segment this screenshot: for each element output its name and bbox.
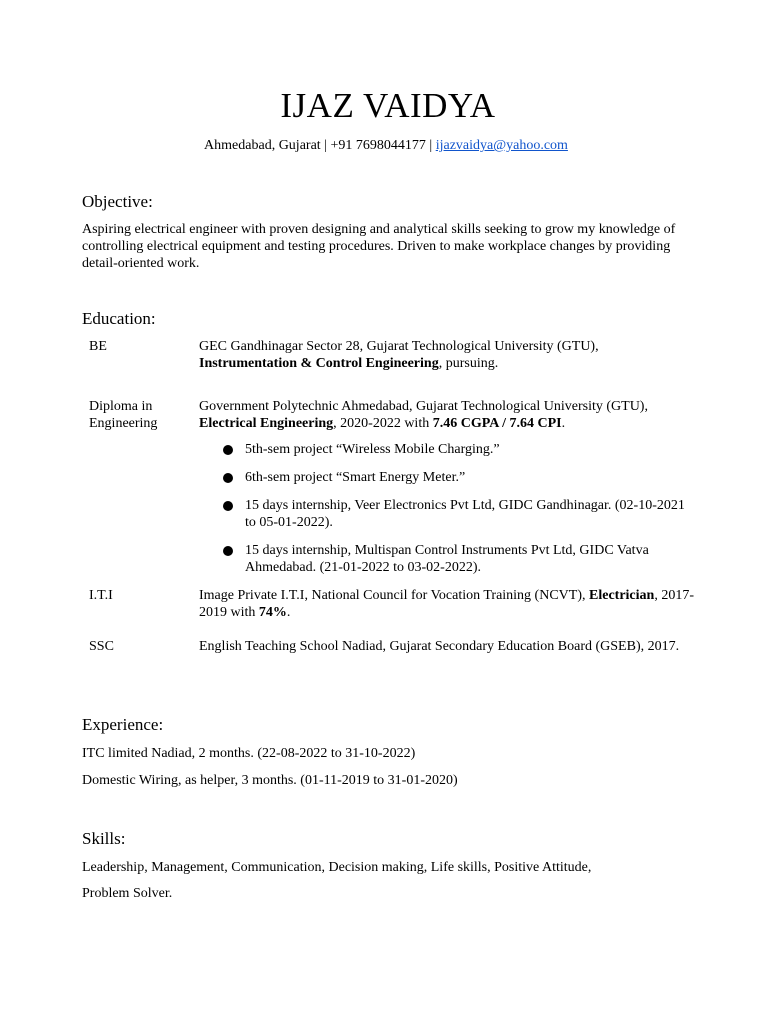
list-item [223, 441, 693, 458]
education-level-be: BE [89, 339, 107, 354]
bullet-text: 15 days internship, Veer Electronics Pvt Ltd, GIDC Gandhinagar. (02-10-2021 to 05-01-2022). [245, 498, 685, 530]
location: Ahmedabad, Gujarat [204, 138, 321, 153]
trade: Electrician [589, 588, 655, 603]
list-item [223, 542, 693, 576]
years: , 2017-2019 with [199, 588, 694, 620]
bullet-icon [223, 445, 233, 455]
contact-line [0, 138, 768, 154]
years: , 2020-2022 with [333, 416, 433, 431]
punctuation: . [561, 416, 566, 431]
experience-item: ITC limited Nadiad, 2 months. (22-08-2022 to 31-10-2022) [82, 746, 416, 761]
email-link[interactable]: ijazvaidya@yahoo.com [435, 138, 568, 153]
skills-heading: Skills: [82, 829, 126, 848]
program: Electrical Engineering [199, 416, 334, 431]
separator: | [429, 138, 433, 153]
education-detail-iti [199, 587, 699, 621]
grade: 7.46 CGPA / 7.64 CPI [432, 416, 562, 431]
objective-heading: Objective: [82, 192, 153, 211]
education-heading: Education: [82, 309, 156, 328]
experience-heading: Experience: [82, 715, 164, 734]
label-line: Engineering [89, 416, 158, 431]
institution: Government Polytechnic Ahmedabad, Gujarat Technological University (GTU), [199, 399, 648, 414]
list-item [223, 497, 693, 531]
skills-line: Problem Solver. [82, 886, 173, 901]
separator: | [324, 138, 327, 153]
bullet-icon [223, 473, 233, 483]
phone: +91 7698044177 [330, 138, 426, 153]
institution: Image Private I.T.I, National Council for Vocation Training (NCVT), [199, 588, 589, 603]
skills-line: Leadership, Management, Communication, Decision making, Life skills, Positive Attitude, [82, 860, 592, 875]
experience-item: Domestic Wiring, as helper, 3 months. (01-11-2019 to 31-01-2020) [82, 773, 458, 788]
education-level-ssc: SSC [89, 639, 114, 654]
grade: 74% [258, 605, 287, 620]
objective-text: Aspiring electrical engineer with proven designing and analytical skills seeking to grow my knowledge of controlling electrical equipment and testing procedures. Driven to make workplace changes by providing detail-oriented work. [82, 222, 676, 271]
education-level-diploma [89, 398, 189, 432]
bullet-icon [223, 546, 233, 556]
bullet-icon [223, 501, 233, 511]
institution: GEC Gandhinagar Sector 28, Gujarat Technological University (GTU), [199, 339, 599, 354]
label-line: Diploma in [89, 399, 153, 414]
status: , pursuing. [438, 356, 499, 371]
education-detail-diploma [199, 398, 699, 432]
bullet-text: 6th-sem project “Smart Energy Meter.” [245, 470, 466, 485]
education-level-iti: I.T.I [89, 588, 113, 603]
education-detail-ssc: English Teaching School Nadiad, Gujarat Secondary Education Board (GSEB), 2017. [199, 639, 680, 654]
program: Instrumentation & Control Engineering [199, 356, 439, 371]
candidate-name: IJAZ VAIDYA [280, 86, 496, 125]
bullet-text: 5th-sem project “Wireless Mobile Charging.” [245, 442, 500, 457]
bullet-text: 15 days internship, Multispan Control Instruments Pvt Ltd, GIDC Vatva Ahmedabad. (21-01-2022 to 03-02-2022). [245, 543, 649, 575]
punctuation: . [286, 605, 291, 620]
list-item [223, 469, 693, 486]
education-detail-be [199, 338, 699, 372]
